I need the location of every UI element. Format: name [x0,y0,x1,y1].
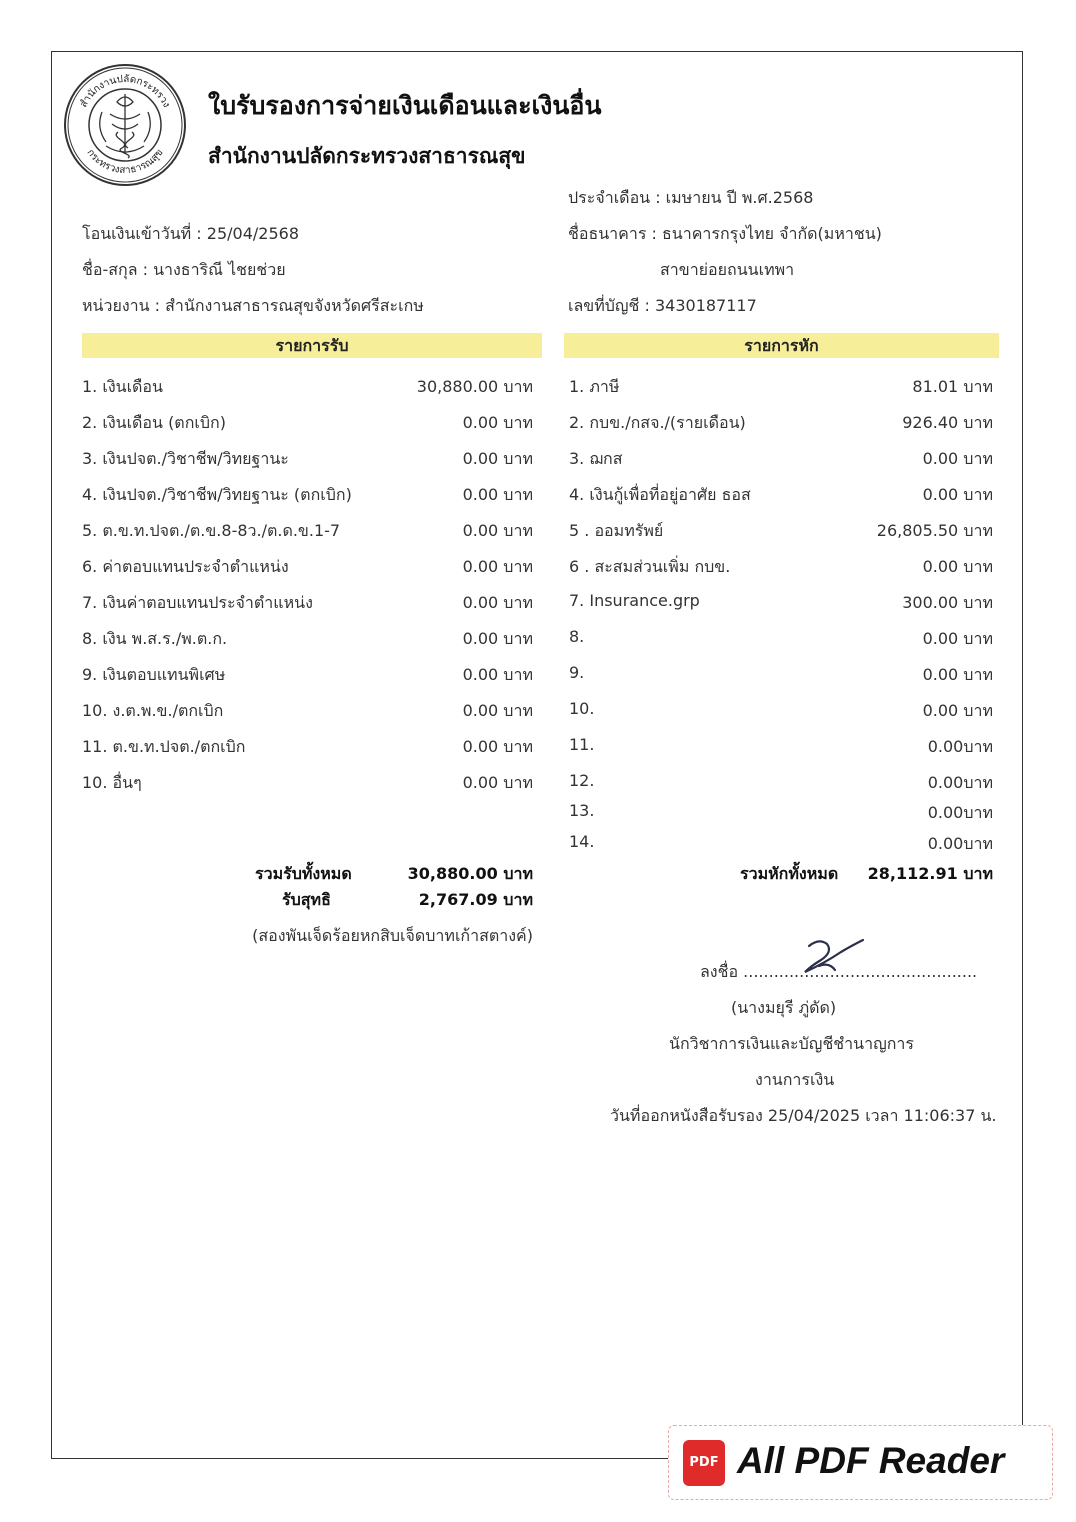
income-row [82,375,533,397]
pdf-file-icon: PDF [683,1440,725,1486]
employee-name: ชื่อ-สกุล : นางธาริณี ไชยช่วย [82,260,286,279]
income-row [82,447,533,469]
deduction-label: 14. [569,832,595,851]
deduction-label: 1. ภาษี [569,377,620,396]
net-pay-in-words: (สองพันเจ็ดร้อยหกสิบเจ็ดบาทเก้าสตางค์) [252,926,533,945]
income-label: 2. เงินเดือน (ตกเบิก) [82,413,226,432]
deduction-amount: 0.00 บาท [922,665,993,684]
income-label: 9. เงินตอบแทนพิเศษ [82,665,226,684]
deduction-label: 10. [569,699,595,718]
income-row [82,483,533,505]
deduction-label: 13. [569,801,595,820]
income-label: 10. ง.ต.พ.ข./ตกเบิก [82,701,224,720]
deduction-row [569,627,993,649]
deduction-label: 2. กบข./กสจ./(รายเดือน) [569,413,746,432]
income-row [82,663,533,685]
ministry-seal-logo [62,62,188,188]
deduction-amount: 300.00 บาท [902,593,993,612]
income-total-amount: 30,880.00 บาท [407,864,533,883]
bank-name: ชื่อธนาคาร : ธนาคารกรุงไทย จำกัด(มหาชน) [568,224,882,243]
account-number: เลขที่บัญชี : 3430187117 [568,296,757,315]
deduction-amount: 0.00 บาท [922,485,993,504]
deduction-label: 5 . ออมทรัพย์ [569,521,664,540]
deduction-label: 4. เงินกู้เพื่อที่อยู่อาศัย ธอส [569,485,751,504]
deduction-row [569,801,993,823]
income-label: 8. เงิน พ.ส.ร./พ.ต.ก. [82,629,228,648]
income-row [82,699,533,721]
signer-position: นักวิชาการเงินและบัญชีชำนาญการ [669,1034,914,1053]
income-amount: 0.00 บาท [462,449,533,468]
income-row [82,735,533,757]
document-subtitle: สำนักงานปลัดกระทรวงสาธารณสุข [208,144,526,168]
deduction-label: 11. [569,735,595,754]
deduction-amount: 0.00บาท [927,773,993,792]
deduction-label: 3. ฌกส [569,449,623,468]
signer-name: (นางมยุรี ภู่ดัด) [731,998,837,1017]
income-amount: 0.00 บาท [462,485,533,504]
deduction-row [569,447,993,469]
income-row [82,555,533,577]
deduction-total-label: รวมหักทั้งหมด [740,864,839,883]
income-amount: 0.00 บาท [462,737,533,756]
income-amount: 0.00 บาท [462,701,533,720]
deduction-amount: 26,805.50 บาท [876,521,993,540]
app-name: All PDF Reader [737,1440,1005,1481]
bank-branch: สาขาย่อยถนนเทพา [660,260,795,279]
deduction-row [569,663,993,685]
deduction-row [569,555,993,577]
deduction-label: 6 . สะสมส่วนเพิ่ม กบข. [569,557,731,576]
deduction-row [569,735,993,757]
svg-text:กระทรวงสาธารณสุข: กระทรวงสาธารณสุข [84,147,166,177]
income-label: 1. เงินเดือน [82,377,163,396]
income-amount: 0.00 บาท [462,557,533,576]
deduction-row [569,519,993,541]
app-watermark [668,1425,1053,1500]
income-label: 4. เงินปจต./วิชาชีพ/วิทยฐานะ (ตกเบิก) [82,485,352,504]
deduction-row [569,375,993,397]
income-label: 3. เงินปจต./วิชาชีพ/วิทยฐานะ [82,449,289,468]
deduction-row [569,483,993,505]
document-title: ใบรับรองการจ่ายเงินเดือนและเงินอื่น [208,91,602,120]
deduction-amount: 0.00บาท [927,737,993,756]
deduction-row [569,591,993,613]
income-label: 5. ต.ข.ท.ปจต./ต.ข.8-8ว./ต.ด.ข.1-7 [82,521,341,540]
income-amount: 0.00 บาท [462,665,533,684]
deduction-amount: 0.00 บาท [922,629,993,648]
income-amount: 0.00 บาท [462,773,533,792]
deduction-label: 9. [569,663,585,682]
deduction-amount: 0.00 บาท [922,449,993,468]
income-amount: 0.00 บาท [462,413,533,432]
net-pay-label: รับสุทธิ [282,890,331,909]
income-label: 11. ต.ข.ท.ปจต./ตกเบิก [82,737,246,756]
income-header: รายการรับ [82,333,542,358]
income-amount: 0.00 บาท [462,521,533,540]
income-label: 6. ค่าตอบแทนประจำตำแหน่ง [82,557,289,576]
deduction-label: 8. [569,627,585,646]
deduction-total-amount: 28,112.91 บาท [867,864,993,883]
deduction-amount: 926.40 บาท [902,413,993,432]
transfer-date: โอนเงินเข้าวันที่ : 25/04/2568 [82,224,299,243]
income-row [82,771,533,793]
deduction-amount: 0.00บาท [927,803,993,822]
deduction-header: รายการหัก [564,333,999,358]
income-amount: 30,880.00 บาท [416,377,533,396]
deduction-row [569,411,993,433]
income-row [82,519,533,541]
income-row [82,627,533,649]
work-unit: หน่วยงาน : สำนักงานสาธารณสุขจังหวัดศรีสะเกษ [82,296,424,315]
deduction-label: 12. [569,771,595,790]
income-amount: 0.00 บาท [462,629,533,648]
deduction-amount: 0.00 บาท [922,701,993,720]
deduction-amount: 81.01 บาท [912,377,993,396]
deduction-amount: 0.00บาท [927,834,993,853]
deduction-amount: 0.00 บาท [922,557,993,576]
deduction-label: 7. Insurance.grp [569,591,700,610]
svg-text:สำนักงานปลัดกระทรวง: สำนักงานปลัดกระทรวง [78,73,172,110]
issue-datetime: วันที่ออกหนังสือรับรอง 25/04/2025 เวลา 11:06:37 น. [610,1106,997,1125]
income-amount: 0.00 บาท [462,593,533,612]
pay-month: ประจำเดือน : เมษายน ปี พ.ศ.2568 [568,188,814,207]
deduction-row [569,771,993,793]
sign-line: ลงชื่อ .............................................. [700,962,978,981]
income-label: 10. อื่นๆ [82,773,142,792]
income-total-label: รวมรับทั้งหมด [255,864,352,883]
income-row [82,411,533,433]
deduction-row [569,832,993,854]
income-row [82,591,533,613]
signer-department: งานการเงิน [755,1070,835,1089]
deduction-row [569,699,993,721]
net-pay-amount: 2,767.09 บาท [418,890,533,909]
income-label: 7. เงินค่าตอบแทนประจำตำแหน่ง [82,593,313,612]
